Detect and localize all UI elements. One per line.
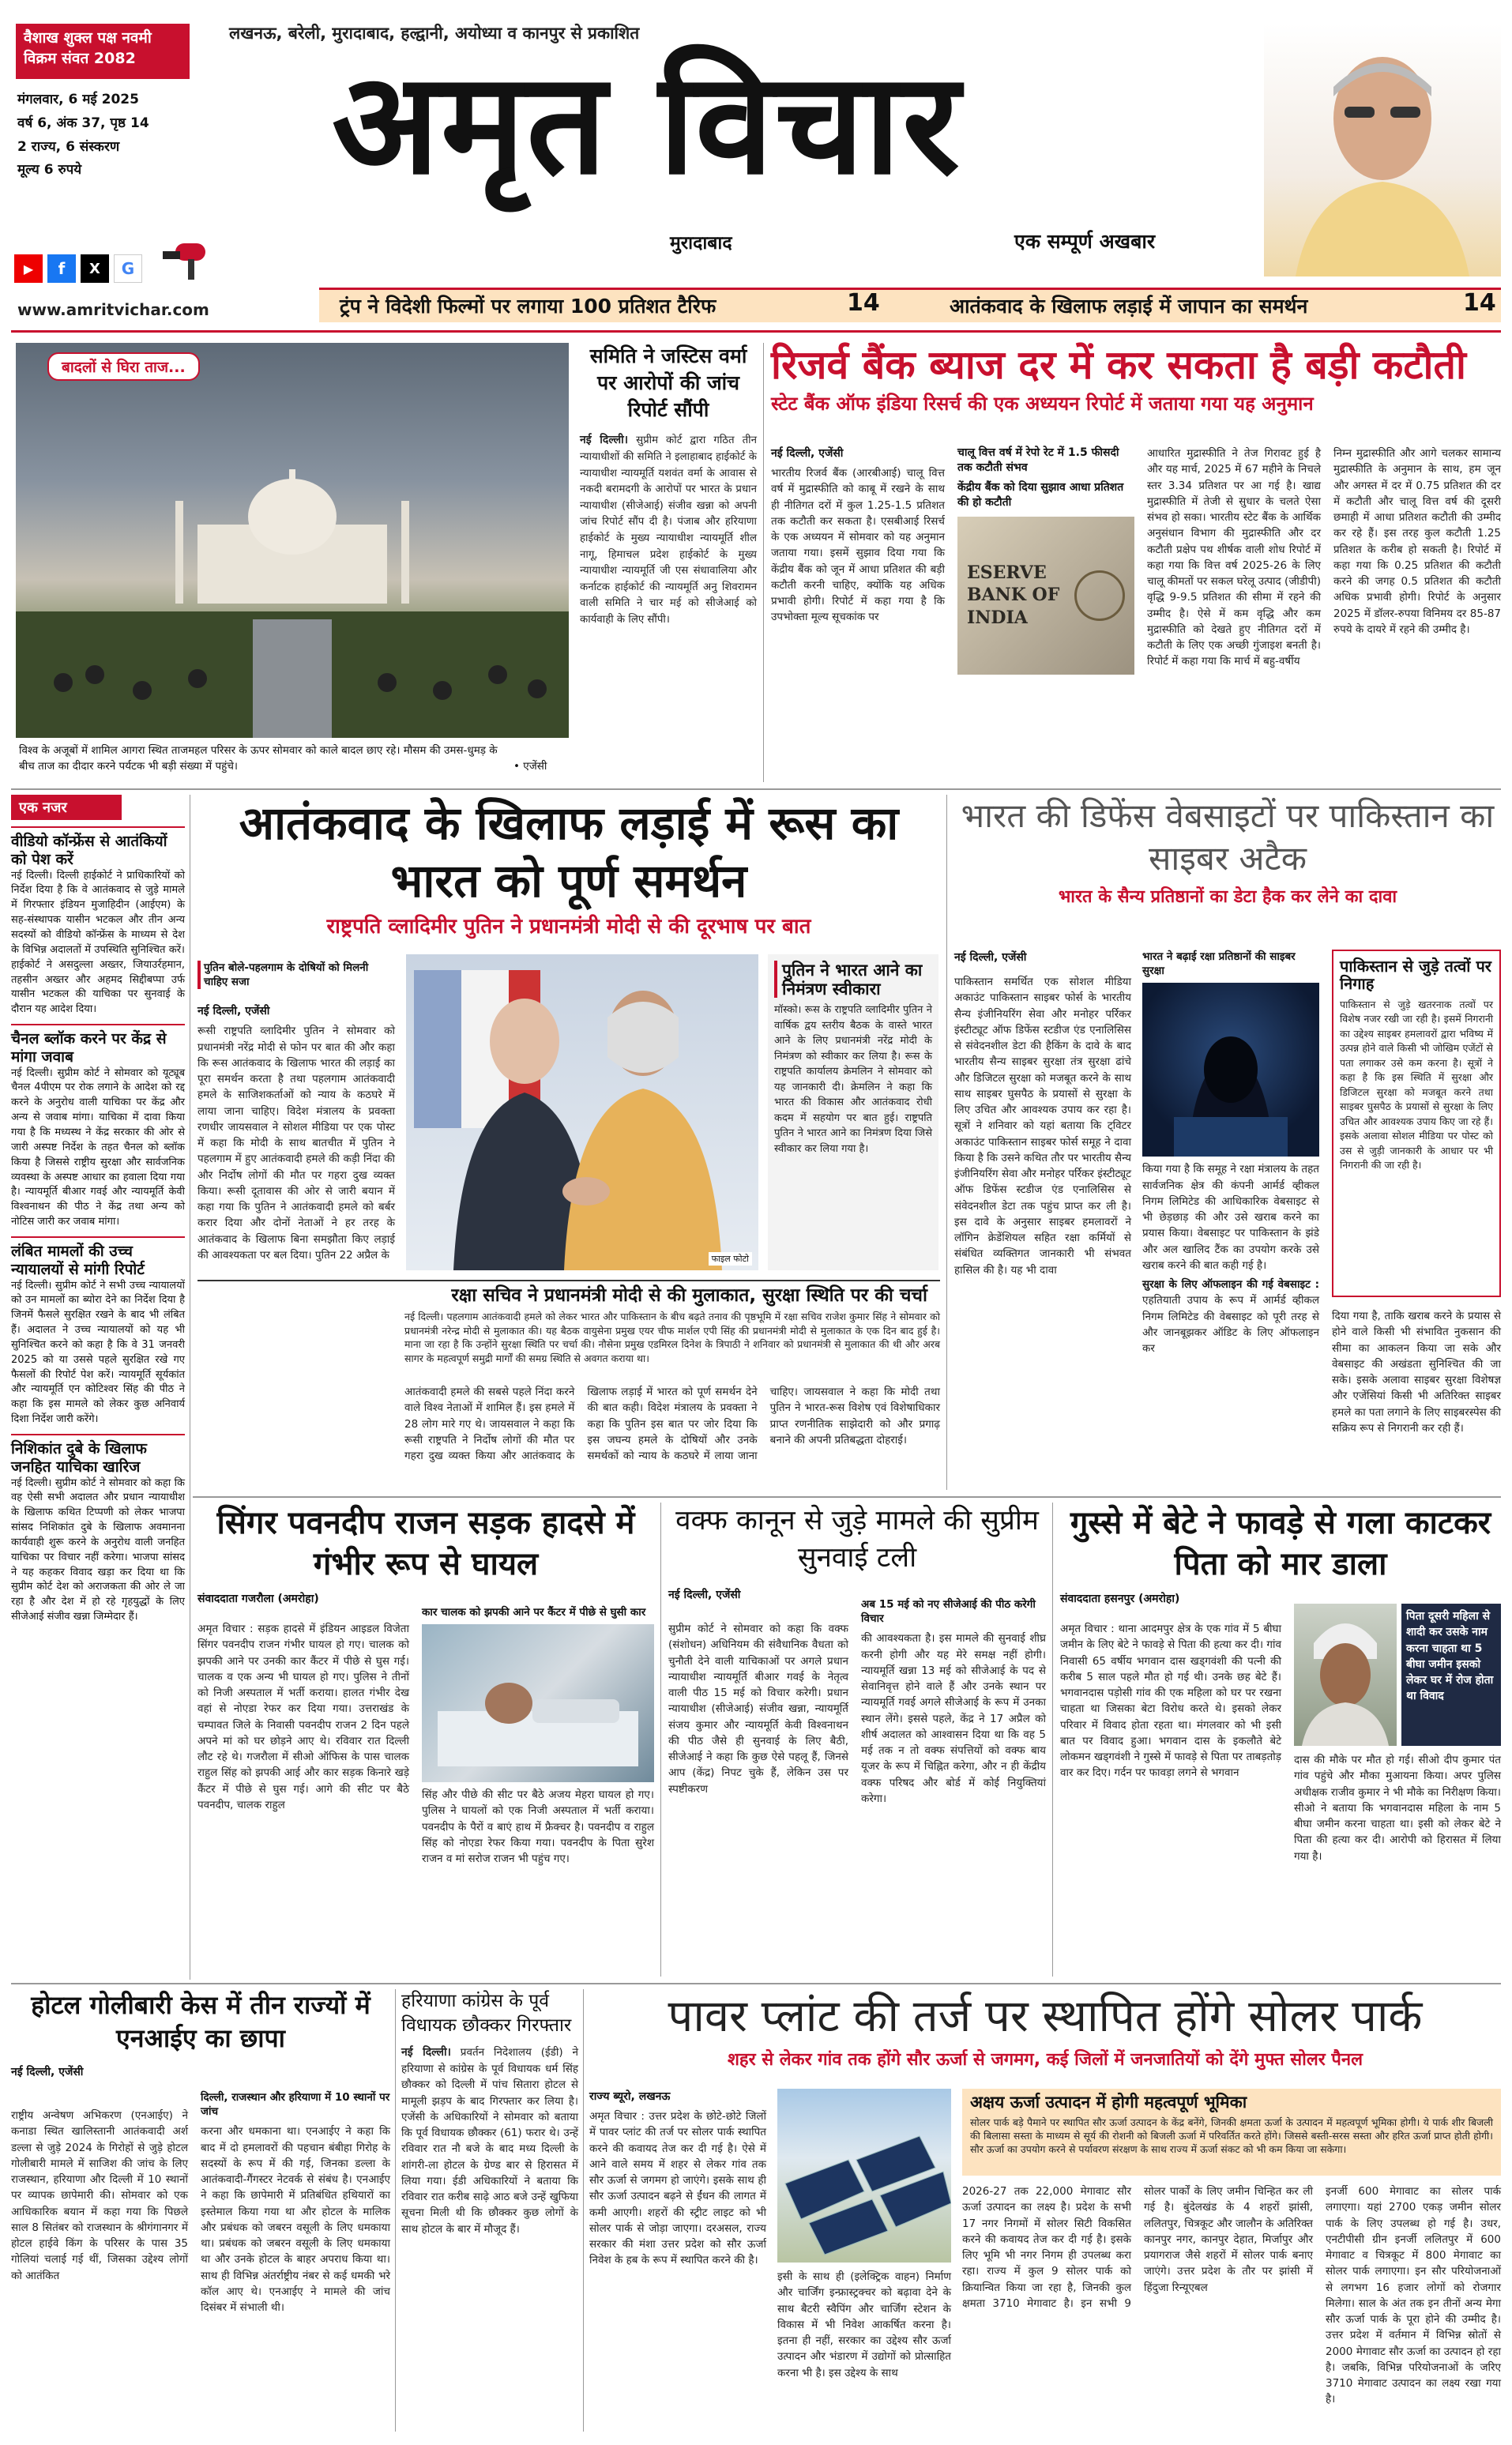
solar-article xyxy=(589,1989,1501,2432)
website[interactable]: www.amritvichar.com xyxy=(17,300,209,319)
hotel-headline[interactable]: होटल गोलीबारी केस में तीन राज्यों में एनआईए का छापा xyxy=(31,1990,370,2053)
singer-body-2: सिंह और पीछे की सीट पर बैठे अजय मेहरा घायल हो गए। पुलिस ने घायलों को एक निजी अस्पताल में भर्ती कराया। पवनदीप के पैरों व बाएं हाथ में फ्रैक्चर है। पवनदीप व राहुल सिंह को नोएडा रेफर किया गया। पवनदीप के पिता सुरेश राजन व मां सरोज राजन भी पहुंच गए। xyxy=(422,1789,654,1866)
solar-body-3: इनर्जी 600 मेगावाट का सोलर पार्क लगाएगा। यहां 2700 एकड़ जमीन सोलर पार्क के लिए उपलब्ध हो गई है। उधर, एनटीपीसी ग्रीन इनर्जी ललितपुर में 600 मेगावाट व चित्रकूट में 800 मेगावाट का सोलर पार्क लगाएगा। इन सौर परियोजनाओं से लगभग 16 हजार लोगों को रोजगार मिलेगा। साल के अंत तक इन तीनों अन्य मेगा सौर ऊर्जा पार्क के पूरा होने की उम्मीद है। उत्तर प्रदेश में वर्तमान में विभिन्न स्रोतों से 2000 मेगावाट सौर ऊर्जा का उत्पादन हो रहा है। जबकि, विभिन्न परियोजनाओं के जरिए 3710 मेगावाट उत्पादन का लक्ष्य रखा गया है। xyxy=(1326,2185,1501,2406)
tagline: एक सम्पूर्ण अखबार xyxy=(1014,230,1156,253)
ek-nazar-item-2-body: नई दिल्ली। सुप्रीम कोर्ट ने सोमवार को यूट्यूब चैनल 4पीएम पर रोक लगाने के आदेश को रद्द करने के अनुरोध वाली याचिका पर केंद्र और अन्य से जवाब मांगा। याचिका में दावा किया गया है कि मध्यस्थ ने केंद्र सरकार की ओर से जारी अस्पष्ट निर्देश के तहत चैनल को ब्लॉक किया है जिससे राष्ट्रीय सुरक्षा और सार्वजनिक व्यवस्था के अस्पष्ट आधार का हवाला दिया गया है। न्यायमूर्ति बीआर गवई और न्यायमूर्ति केवी विश्वनाथन की पीठ ने केंद्र तथा अन्य को नोटिस जारी कर जवाब मांगा। xyxy=(11,1066,185,1228)
x-icon[interactable]: X xyxy=(81,254,109,283)
murder-headline[interactable]: गुस्से में बेटे ने फावड़े से गला काटकर पिता को मार डाला xyxy=(1070,1505,1491,1582)
waqf-body-1: सुप्रीम कोर्ट ने सोमवार को कहा कि वक्फ (संशोधन) अधिनियम की संवैधानिक वैधता को चुनौती देने वाली याचिकाओं पर अगले प्रधान न्यायाधीश न्यायमूर्ति बीआर गवई के नेतृत्व वाली पीठ 15 मई को विचार करेगी। प्रधान न्यायाधीश (सीजेआई) संजीव खन्ना, न्यायमूर्ति संजय कुमार और न्यायमूर्ति केवी विश्वनाथन की पीठ जैसे ही सुनवाई के लिए बैठी, सीजेआई ने कहा कि कुछ ऐसे पहलू हैं, जिनसे आप (केंद्र) निपट चुके हैं, लेकिन उस पर स्पष्टीकरण xyxy=(668,1623,848,1796)
teaser-1-page: 14 xyxy=(847,289,880,317)
panchang-line1: वैशाख शुक्ल पक्ष नवमी xyxy=(24,29,152,47)
pakistan-watch-title[interactable]: पाकिस्तान से जुड़े तत्वों पर निगाह xyxy=(1340,957,1491,994)
waqf-body-2: की आवश्यकता है। इस मामले की सुनवाई शीघ्र करनी होगी और यह मेरे समक्ष नहीं होगी। न्यायमूर्ति खन्ना 13 मई को सीजेआई के पद से सेवानिवृत्त होने वाले हैं और उनके स्थान पर न्यायमूर्ति गवई अगले सीजेआई के रूप में उनका स्थान लेंगे। इससे पहले, केंद्र ने 17 अप्रैल को शीर्ष अदालत को आश्वासन दिया था कि वह 5 मई तक न तो वक्फ संपत्तियों को वक्फ बाय यूजर के रूप में चिह्नित करेगा, और न ही केंद्रीय वक्फ परिषद और बोर्ड में कोई नियुक्तियां करेगा। xyxy=(861,1632,1046,1805)
teaser-2[interactable]: आतंकवाद के खिलाफ लड़ाई में जापान का समर्थन xyxy=(950,295,1308,318)
cyber-body-2: किया गया है कि समूह ने रक्षा मंत्रालय के तहत सार्वजनिक क्षेत्र की कंपनी आर्मर्ड व्हीकल निगम लिमिटेड की आधिकारिक वेबसाइट से भी छेड़छाड़ की और उसे खराब करने का प्रयास किया। वेबसाइट पर पाकिस्तान के झंडे और अल खालिद टैंक का उपयोग करके उसे खराब करने की बात कही गई है। xyxy=(1142,1163,1319,1272)
defence-secretary-title[interactable]: रक्षा सचिव ने प्रधानमंत्री मोदी से की मुलाकात, सुरक्षा स्थिति पर की चर्चा xyxy=(451,1285,927,1306)
waqf-bullet: अब 15 मई को नए सीजेआई की पीठ करेगी विचार xyxy=(861,1598,1036,1626)
hotel-dateline: नई दिल्ली, एजेंसी xyxy=(11,2066,84,2079)
masthead-header xyxy=(0,0,1512,324)
waqf-dateline: नई दिल्ली, एजेंसी xyxy=(668,1588,741,1601)
murder-info-text: पिता दूसरी महिला से शादी कर उसके नाम करना चाहता था 5 बीघा जमीन इसको लेकर घर में रोज होता था विवाद xyxy=(1406,1610,1494,1703)
rbi-dateline: नई दिल्ली, एजेंसी xyxy=(771,447,844,460)
russia-article xyxy=(197,795,940,1490)
hotel-body-1: राष्ट्रीय अन्वेषण अभिकरण (एनआईए) ने कनाडा स्थित खालिस्तानी आतंकवादी अर्श डल्ला से जुड़े 2024 के गिरोहों से जुड़े होटल गोलीबारी मामले में साजिश की जांच के लिए राजस्थान, हरियाणा और दिल्ली में 10 स्थानों पर व्यापक छापेमारी की। सोमवार को एक आधिकारिक बयान में कहा गया कि पिछले साल 8 सितंबर को राजस्थान के श्रीगंगानगर में होटल हाईवे किंग के परिसर के पास 35 गोलियां चलाई गई थीं, जिसका उद्देश्य लोगों को आतंकित xyxy=(11,2109,188,2282)
cyber-headline[interactable]: भारत की डिफेंस वेबसाइटों पर पाकिस्तान का साइबर अटैक xyxy=(961,796,1495,878)
murder-info-box xyxy=(1401,1604,1501,1746)
teaser-1[interactable]: ट्रंप ने विदेशी फिल्मों पर लगाया 100 प्रतिशत टैरिफ xyxy=(340,295,717,318)
ek-nazar-item-1-headline[interactable]: वीडियो कॉन्फ्रेंस से आतंकियों को पेश करें xyxy=(11,826,185,869)
rbi-body-2: आधारित मुद्रास्फीति ने तेज गिरावट हुई है और यह मार्च, 2025 में 67 महीने के निचले स्तर 3.34 प्रतिशत पर आ गई है। खाद्य मुद्रास्फीति में तेजी से सुधार के चलते ऐसा संभव हो सका। भारतीय स्टेट बैंक के आर्थिक अनुसंधान विभाग की मुद्रास्फीति और दर कटौती प्रक्षेप पथ शीर्षक वाली शोध रिपोर्ट में कहा गया कि वित्त वर्ष 2025-26 के लिए चालू कीमतों पर सकल घरेलू उत्पाद (जीडीपी) वृद्धि 9-9.5 प्रतिशत की सीमा में रहने की उम्मीद है। ऐसे में कम वृद्धि और कम मुद्रास्फीति को देखते हुए नीतिगत दरों में कटौती के लिए एक अच्छी गुंजाइश बनती है। रिपोर्ट में कहा गया कि मार्च में बहु-वर्षीय xyxy=(1147,447,1321,668)
defence-secretary-box xyxy=(197,1280,940,1366)
facebook-icon[interactable]: f xyxy=(47,254,76,283)
rbi-subhead: स्टेट बैंक ऑफ इंडिया रिसर्च की एक अध्ययन रिपोर्ट में जताया गया यह अनुमान xyxy=(771,393,1314,415)
pakistan-watch-box xyxy=(1332,950,1501,1297)
renewable-box xyxy=(962,2089,1501,2176)
cyber-offline-body: एहतियाती उपाय के रूप में आर्मर्ड व्हीकल निगम लिमिटेड की वेबसाइट को पूरी तरह से और जानबूझकर ऑडिट के लिए ऑफलाइन कर xyxy=(1142,1294,1319,1356)
hotel-article xyxy=(11,1989,390,2432)
panchang-box xyxy=(16,24,190,79)
murder-article xyxy=(1060,1503,1501,1977)
google-icon[interactable]: G xyxy=(114,254,142,283)
singer-hospital-photo xyxy=(422,1624,654,1782)
issue-info xyxy=(17,88,199,182)
photo-credit: फाइल फोटो xyxy=(709,1252,752,1266)
issue-price: मूल्य 6 रुपये xyxy=(17,162,82,179)
justice-body: सुप्रीम कोर्ट द्वारा गठित तीन न्यायाधीशों की समिति ने इलाहाबाद हाईकोर्ट के न्यायाधीश न्यायमूर्ति यशवंत वर्मा के आवास से नकदी बरामदगी के आरोपों पर भारत के प्रधान न्यायाधीश (सीजेआई) संजीव खन्ना को अपनी जांच रिपोर्ट सौंप दी है। पंजाब और हरियाणा हाईकोर्ट के मुख्य न्यायाधीश न्यायमूर्ति शील नागू, हिमाचल प्रदेश हाईकोर्ट के मुख्य न्यायाधीश न्यायमूर्ति जी एस संधावालिया और कर्नाटक हाईकोर्ट की न्यायमूर्ति अनु शिवरामन वाली समिति ने चार मई को सीजेआई को कार्यवाही के लिए सौंपी। xyxy=(580,434,757,626)
cyber-body-1: पाकिस्तान समर्थित एक सोशल मीडिया अकाउंट पाकिस्तान साइबर फोर्स के भारतीय सैन्य इंजीनियरिंग सेवा और मनोहर पर्रिकर इंस्टीट्यूट ऑफ डिफेंस स्टडीज एंड एनालिसिस से संवेदनशील डेटा की हैकिंग के दावे के बाद भारतीय सैन्य साइबर सुरक्षा तंत्र सुरक्षा ढांचे और डिजिटल सुरक्षा को मजबूत करने के साथ साथ साइबर घुसपैठ के प्रयासों से सुरक्षा के लिए उचित और आवश्यक उपाय कर रहा है। सूत्रों ने शनिवार को यहां बताया कि ट्विटर अकाउंट पाकिस्तान साइबर फोर्स समूह ने दावा किया है कि उसने कथित तौर पर भारतीय सैन्य इंजीनियरिंग सेवा और मनोहर पर्रिकर इंस्टीट्यूट ऑफ डिफेंस स्टडीज एंड एनालिसिस से संवेदनशील डेटा तक पहुंच प्राप्त कर ली है। इस दावे के अनुसार साइबर हमलावरों ने लॉगिन क्रेडेंशियल सहित रक्षा कर्मियों से संबंधित व्यक्तिगत जानकारी भी संभवत हासिल की है। यह भी दावा xyxy=(954,976,1131,1277)
russia-bullet: पुतिन बोले-पहलगाम के दोषियों को मिलनी चाहिए सजा xyxy=(197,961,395,989)
rbi-body-3: निम्न मुद्रास्फीति और आगे चलकर सामान्य मुद्रास्फीति के अनुमान के साथ, हम जून और अगस्त में दर में 0.75 प्रतिशत की दर में कटौती और चालू वित्त वर्ष की दूसरी छमाही में आधा प्रतिशत कटौती की उम्मीद कर रहे हैं। इस तरह कुल कटौती 1.25 प्रतिशत के करीब हो सकती है। रिपोर्ट में कहा गया कि 0.25 प्रतिशत की कटौती करने की जगह 0.5 प्रतिशत की कटौती अधिक प्रभावी होगी। रिपोर्ट के अनुसार 2025 में डॉलर-रुपया विनिमय दर 85-87 रुपये के दायरे में रहने की उम्मीद है। xyxy=(1333,447,1501,636)
renewable-box-body: सोलर पार्क बड़े पैमाने पर स्थापित सौर ऊर्जा उत्पादन के केंद्र बनेंगे, जिनकी क्षमता ऊर्जा के उत्पादन में महत्वपूर्ण भूमिका होगी। ये पार्क शीर बिजली की बिलासा सस्ता के माध्यम से सूर्य की रोशनी को बिजली ऊर्जा में परिवर्तित करते होंगे। जिससे बस्ती-सरस सस्ता और हरित ऊर्जा प्राप्त होती होगी। सौर ऊर्जा का उपयोग करने से पर्यावरण संरक्षण के साथ राज्य में ऊर्जा संकट को भी कम किया जा सकेगा। xyxy=(970,2116,1493,2156)
taj-credit: • एजेंसी xyxy=(513,760,547,773)
russia-headline[interactable]: आतंकवाद के खिलाफ लड़ाई में रूस का भारत को पूर्ण समर्थन xyxy=(239,796,899,908)
solar-panel-photo xyxy=(777,2089,951,2263)
ek-nazar-item-4-headline[interactable]: निशिकांत दुबे के खिलाफ जनहित याचिका खारिज xyxy=(11,1434,185,1476)
cities-line: लखनऊ, बरेली, मुरादाबाद, हल्द्वानी, अयोध्या व कानपुर से प्रकाशित xyxy=(229,24,640,43)
cyber-subhead: भारत के सैन्य प्रतिष्ठानों का डेटा हैक कर लेने का दावा xyxy=(1058,886,1397,907)
divider-v5 xyxy=(1052,1503,1053,1977)
hotel-body-2: करना और धमकाना था। एनआईए ने कहा कि बाद में दो हमलावरों की पहचान बंबीहा गिरोह के सदस्यों के रूप में की गई, जिनका डल्ला के आतंकवादी-गैंगस्टर नेटवर्क से संबंध है। एनआईए ने कहा कि छापेमारी में प्रतिबंधित हथियारों का इस्तेमाल किया गया था और होटल के मालिक और प्रबंधक को जबरन वसूली के लिए धमकाया था। प्रबंधक को जबरन वसूली के लिए धमकाया था और उनके होटल के बाहर अपराध किया था। साथ ही विभिन्न अंतर्राष्ट्रीय नंबर से कई धमकी भरे कॉल आए थे। एनआईए ने मामले की जांच दिसंबर में संभाली थी। xyxy=(201,2125,390,2315)
ek-nazar-item-3-headline[interactable]: लंबित मामलों की उच्च न्यायालयों से मांगी रिपोर्ट xyxy=(11,1236,185,1279)
taj-caption: विश्व के अजूबों में शामिल आगरा स्थित ताजमहल परिसर के ऊपर सोमवार को काले बादल छाए रहे। मौसम की उमस-धुमड़ के बीच ताज का दीदार करने पर्यटक भी बड़ी संख्या में पहुंचे। xyxy=(19,744,498,773)
murder-body-1: अमृत विचार : थाना आदमपुर क्षेत्र के एक गांव में 5 बीघा जमीन के लिए बेटे ने फावड़े से पिता की हत्या कर दी। गांव निवासी 65 वर्षीय भगवान दास खड्गवंशी की पत्नी की करीब 5 साल पहले मौत हो गई थी। उनके छह बेटे हैं। भगवानदास पड़ोसी गांव की एक महिला को घर पर रखना चाहता था जिसका बेटा विरोध करते थे। इसको लेकर परिवार में विवाद होता रहता था। मंगलवार को भी इसी बात पर विवाद हुआ। भगवान दास के इकलौते बेटे लोकमन खड्गवंशी ने गुस्से में फावड़े से पिता पर ताबड़तोड़ वार कर दिए। गर्दन पर फावड़ा लगने से भगवान xyxy=(1060,1623,1281,1780)
minister-photo xyxy=(1264,24,1501,276)
teaser-2-page: 14 xyxy=(1463,289,1496,317)
justice-headline[interactable]: समिति ने जस्टिस वर्मा पर आरोपों की जांच रिपोर्ट सौंपी xyxy=(589,344,747,421)
cyber-dateline: नई दिल्ली, एजेंसी xyxy=(954,951,1027,964)
putin-invite-body: मॉस्को। रूस के राष्ट्रपति व्लादिमीर पुतिन ने वार्षिक द्वय स्तरीय बैठक के वास्ते भारत आने के लिए प्रधानमंत्री नरेंद्र मोदी के निमंत्रण को स्वीकार कर लिया है। रूस के राष्ट्रपति कार्यालय क्रेमलिन ने सोमवार को यह जानकारी दी। क्रेमलिन ने कहा कि भारत की विकास और आतंकवाद रोधी कदम में सहयोग पर बात हुई। राष्ट्रपति पुतिन ने भारत आने का निमंत्रण दिया जिसे स्वीकार कर लिया गया है। xyxy=(774,1004,932,1155)
solar-subhead: शहर से लेकर गांव तक होंगे सौर ऊर्जा से जगमग, कई जिलों में जनजातियों को देंगे मुफ्त सोलर पैनल xyxy=(727,2050,1363,2070)
panchang-line2: विक्रम संवत 2082 xyxy=(24,49,136,67)
russia-dateline: नई दिल्ली, एजेंसी xyxy=(197,1005,270,1018)
haryana-headline[interactable]: हरियाणा कांग्रेस के पूर्व विधायक छौक्कर गिरफ्तार xyxy=(401,1991,572,2037)
russia-body-1: रूसी राष्ट्रपति व्लादिमीर पुतिन ने सोमवार को प्रधानमंत्री नरेंद्र मोदी से फोन पर बात की और कहा कि रूस आतंकवाद के खिलाफ भारत की लड़ाई का पूरा समर्थन करता है तथा पहलगाम आतंकवादी हमले के साजिशकर्ताओं को न्याय के कठघरे में लाया जाना चाहिए। विदेश मंत्रालय के प्रवक्ता रणधीर जायसवाल ने सोशल मीडिया पर एक पोस्ट में कहा कि मोदी के साथ बातचीत में पुतिन ने पहलगाम में हुए आतंकवादी हमले की कड़ी निंदा की और निर्दोष लोगों की मौत पर गहरा दुख व्यक्त किया। रूसी दूतावास की ओर से जारी बयान में कहा गया कि पुतिन ने आतंकवादी हमले को बर्बर करार दिया और दोनों नेताओं ने हर तरह के आतंकवाद के खिलाफ बिना समझौता किए लड़ाई की आवश्यकता पर बल दिया। पुतिन 22 अप्रैल के xyxy=(197,1025,395,1262)
hacker-photo xyxy=(1142,983,1319,1157)
renewable-box-title[interactable]: अक्षय ऊर्जा उत्पादन में होगी महत्वपूर्ण भूमिका xyxy=(970,2093,1247,2112)
youtube-icon[interactable]: ▶ xyxy=(14,254,43,283)
putin-invite-title[interactable]: पुतिन ने भारत आने का निमंत्रण स्वीकारा xyxy=(774,961,932,998)
divider-v7 xyxy=(583,1989,584,2432)
issue-editions: 2 राज्य, 6 संस्करण xyxy=(17,138,120,155)
ek-nazar-item-2-headline[interactable]: चैनल ब्लॉक करने पर केंद्र से मांगा जवाब xyxy=(11,1024,185,1066)
edition-city: मुरादाबाद xyxy=(670,233,732,254)
divider-v1 xyxy=(763,343,764,782)
taj-photo xyxy=(16,343,569,738)
waqf-article xyxy=(668,1503,1046,1977)
solar-body-2: 2026-27 तक 22,000 मेगावाट सौर ऊर्जा उत्पादन का लक्ष्य है। प्रदेश के सभी 17 नगर निगमों में सोलर सिटी विकसित करने की कवायद तेज कर दी गई है। इसके लिए भूमि भी नगर निगम ही उपलब्ध करा रहा। राज्य में कुल 9 सोलर पार्क को क्रियान्वित किया जा रहा है, जिनकी कुल क्षमता 3710 मेगावाट है। इन सभी 9 सोलर पार्कों के लिए जमीन चिन्हित कर ली गई है। बुंदेलखंड के 4 शहरों झांसी, ललितपुर, चित्रकूट और जालौन के अतिरिक्त कानपुर नगर, कानपुर देहात, मिर्जापुर और प्रयागराज जैसे शहरों में सोलर पार्क बनाए जाएंगे। उत्तर प्रदेश के तौर पर झांसी में हिंदुजा रिन्यूएबल xyxy=(962,2185,1313,2310)
singer-article xyxy=(197,1503,654,1977)
putin-modi-photo xyxy=(406,954,758,1270)
social-icons xyxy=(14,254,142,283)
waqf-headline[interactable]: वक्फ कानून से जुड़े मामले की सुप्रीम सुनवाई टली xyxy=(675,1505,1039,1574)
rbi-body-1: भारतीय रिजर्व बैंक (आरबीआई) चालू वित्त वर्ष में मुद्रास्फीति को काबू में रखने के साथ ही नीतिगत दरों में कुल 1.25-1.5 प्रतिशत तक कटौती कर सकता है। एसबीआई रिसर्च के एक अध्ययन में सोमवार को यह अनुमान जताया गया। इसमें सुझाव दिया गया कि केंद्रीय बैंक को जून में आधा प्रतिशत की बड़ी कटौती करनी चाहिए, क्योंकि यह अधिक प्रभावी होगी। रिपोर्ट में कहा गया है कि उपभोक्ता मूल्य सूचकांक पर xyxy=(771,467,945,624)
singer-headline[interactable]: सिंगर पवनदीप राजन सड़क हादसे में गंभीर रूप से घायल xyxy=(216,1505,635,1582)
cyber-offline-para xyxy=(1142,1277,1319,1356)
taj-label: बादलों से घिरा ताज... xyxy=(47,352,200,381)
divider-v3 xyxy=(946,795,947,1490)
rbi-photo-text: ESERVE BANK OF INDIA xyxy=(967,562,1060,628)
ek-nazar-item-3-body: नई दिल्ली। सुप्रीम कोर्ट ने सभी उच्च न्यायालयों को उन मामलों का ब्योरा देने का निर्देश दिया है जिनमें फैसले सुरक्षित रखने के बाद भी लंबित हैं। अदालत ने उच्च न्यायालयों को यह भी सुनिश्चित करने को कहा है कि वे 31 जनवरी 2025 को या उससे पहले सुरक्षित रखे गए फैसलों की रिपोर्ट पेश करें। न्यायमूर्ति सूर्यकांत और न्यायमूर्ति एन कोटिश्वर सिंह की पीठ ने कहा कि इस मामले को लेकर कुछ अनिवार्य दिशा निर्देश जारी करेंगे। xyxy=(11,1279,185,1426)
solar-headline[interactable]: पावर प्लांट की तर्ज पर स्थापित होंगे सोलर पार्क xyxy=(668,1991,1423,2042)
murder-dateline: संवाददाता हसनपुर (अमरोहा) xyxy=(1060,1593,1180,1605)
cyber-article xyxy=(954,795,1501,1490)
pakistan-watch-body: पाकिस्तान से जुड़े खतरनाक तत्वों पर विशेष नजर रखी जा रही है। इसमें निगरानी का उद्देश्य साइबर हमलावरों द्वारा भविष्य में उत्पन्न होने वाले किसी भी जोखिम एजेंटों से पता लगाकर उसे कम करना है। सूत्रों ने कहा है कि इस स्थिति में सुरक्षा और डिजिटल सुरक्षा को मजबूत करने तथा साइबर घुसपैठ के प्रयासों से सुरक्षा के लिए उचित और आवश्यक उपाय किए जा रहे हैं। इसके अलावा सोशल मीडिया पर पोस्ट को उस से जुड़ी जानकारी के आधार पर भी निगरानी की जा रही है। xyxy=(1340,998,1493,1172)
divider-h2 xyxy=(193,1496,1501,1498)
justice-dateline: नई दिल्ली। xyxy=(580,434,629,447)
ek-nazar-sidebar xyxy=(11,795,185,1980)
ek-nazar-item-4-body: नई दिल्ली। सुप्रीम कोर्ट ने सोमवार को कहा कि वह ऐसी सभी अदालत और प्रधान न्यायाधीश के खिलाफ कथित टिप्पणी को लेकर भाजपा सांसद निशिकांत दुबे के खिलाफ अवमानना कार्यवाही शुरू करने के अनुरोध वाली जनहित याचिका पर विचार नहीं करेगा। भाजपा सांसद ने यह कहकर विवाद खड़ा कर दिया था कि सुप्रीम कोर्ट देश को अराजकता की ओर ले जा रहा है और देश में हो रहे गृहयुद्धों के लिए सीजेआई संजीव खन्ना जिम्मेदार हैं। xyxy=(11,1476,185,1623)
masthead-title: अमृत विचार xyxy=(332,40,961,205)
divider-h1 xyxy=(11,788,1501,790)
cyber-body-3: दिया गया है, ताकि खराब करने के प्रयास से होने वाले किसी भी संभावित नुकसान की सीमा का आकलन किया जा सके और वेबसाइट की अखंडता सुनिश्चित की जा सके। इसके अलावा साइबर सुरक्षा विशेषज्ञ और एजेंसियां किसी भी अतिरिक्त साइबर हमले का पता लगाने के लिए साइबरस्पेस की सक्रिय रूप से निगरानी कर रही हैं। xyxy=(1332,1310,1501,1435)
solar-photo-caption: इसी के साथ ही (इलेक्ट्रिक वाहन) निर्माण और चार्जिंग इन्फ्रास्ट्रक्चर को बढ़ावा देने के साथ बैटरी स्वैपिंग और चार्जिंग स्टेशन के विकास में भी निवेश आकर्षित करना है। इतना ही नहीं, सरकार का उद्देश्य सौर ऊर्जा उत्पादन और भंडारण में उद्योगों को प्रोत्साहित करना भी है। इस उद्देश्य के साथ xyxy=(777,2270,951,2379)
issue-date: मंगलवार, 6 मई 2025 xyxy=(17,92,139,107)
ek-nazar-item-1-body: नई दिल्ली। दिल्ली हाईकोर्ट ने प्राधिकारियों को निर्देश दिया है कि वे आतंकवाद से जुड़े मामले में गिरफ्तार इंडियन मुजाहिदीन (आईएम) के सह-संस्थापक यासीन भटकल और तीन अन्य सदस्यों को वीडियो कॉन्फ्रेंस के माध्यम से देश के विभिन्न अदालतों में उपस्थिति सुनिश्चित करें। हाईकोर्ट ने असदुल्ला अख्तर, जियाउर्रहमान, तहसीन अख्तर और अहमद सिद्दीबप्पा उर्फ यासीन भटकल की याचिका पर सुनवाई के दौरान यह आदेश दिया। xyxy=(11,869,185,1016)
defence-secretary-body: नई दिल्ली। पहलगाम आतंकवादी हमले को लेकर भारत और पाकिस्तान के बीच बढ़ते तनाव की पृष्ठभूमि में रक्षा सचिव राजेश कुमार सिंह ने सोमवार को प्रधानमंत्री नरेन्द्र मोदी से मुलाकात की। यह बैठक वायुसेना प्रमुख एयर चीफ मार्शल एपी सिंह की प्रधानमंत्री मोदी से मुलाकात के एक दिन बाद हुई है। माना जा रहा है कि उन्होंने सुरक्षा स्थिति पर चर्चा की। नौसेना प्रमुख एडमिरल दिनेश के त्रिपाठी ने शनिवार को प्रधानमंत्री से मुलाकात की थी और अरब सागर के महत्वपूर्ण समुद्री मार्गों की समग्र स्थिति से अवगत कराया था। xyxy=(404,1310,940,1364)
solar-dateline: राज्य ब्यूरो, लखनऊ xyxy=(589,2090,671,2103)
header-rule xyxy=(11,330,1501,333)
singer-body-1: अमृत विचार : सड़क हादसे में इंडियन आइडल विजेता सिंगर पवनदीप राजन गंभीर घायल हो गए। चालक को झपकी आने पर उनकी कार कैंटर में पीछे से घुस गई। चालक व एक अन्य भी घायल हो गए। पुलिस ने तीनों को निजी अस्पताल में भर्ती कराया। हालत गंभीर देख वहां से नोएडा रेफर कर दिया गया। उत्तराखंड के चम्पावत जिले के निवासी पवनदीप राजन 2 दिन पहले अपने मां को घर छोड़ने आए थे। रविवार रात दिल्ली लौट रहे थे। गजरौला में सीओ ऑफिस के पास चालक राहुल सिंह को झपकी आई और कार सड़क किनारे खड़े कैंटर में पीछे से घुस गई। आगे की सीट पर बैठे पवनदीप, चालक राहुल xyxy=(197,1623,409,1811)
cyber-bullet: भारत ने बढ़ाई रक्षा प्रतिष्ठानों की साइबर सुरक्षा xyxy=(1142,950,1296,978)
rbi-photo xyxy=(957,517,1134,675)
rbi-seal-icon xyxy=(1074,570,1125,621)
rbi-bullet-1: चालू वित्त वर्ष में रेपो रेट में 1.5 फीसदी तक कटौती संभव xyxy=(957,446,1119,474)
divider-v4 xyxy=(660,1503,661,1977)
rbi-article xyxy=(771,343,1501,782)
cyber-offline-title: सुरक्षा के लिए ऑफलाइन की गई वेबसाइट : xyxy=(1142,1278,1319,1292)
rbi-headline[interactable]: रिजर्व बैंक ब्याज दर में कर सकता है बड़ी कटौती xyxy=(771,341,1466,388)
haryana-dateline: नई दिल्ली। xyxy=(401,2046,451,2059)
divider-v6 xyxy=(395,1989,396,2432)
singer-dateline: संवाददाता गजरौला (अमरोहा) xyxy=(197,1593,319,1605)
victim-photo xyxy=(1294,1604,1397,1746)
rbi-bullet-2: केंद्रीय बैंक को दिया सुझाव आधा प्रतिशत की हो कटौती xyxy=(957,480,1124,509)
justice-article xyxy=(580,343,757,782)
haryana-body: प्रवर्तन निदेशालय (ईडी) ने हरियाणा से कांग्रेस के पूर्व विधायक धर्म सिंह छौक्कर को दिल्ली में पांच सितारा होटल से मामूली झड़प के बाद गिरफ्तार कर लिया है। एजेंसी के अधिकारियों ने सोमवार को बताया कि पूर्व विधायक छौक्कर (61) फरार थे। उन्हें रविवार रात नौ बजे के बाद मध्य दिल्ली के शांगरी-ला होटल के ग्रेण्ड बार से हिरासत में लिया गया। ईडी अधिकारियों ने बताया कि रविवार रात करीब साढ़े आठ बजे उन्हें खुफिया सूचना मिली थी कि छौक्कर कुछ लोगों के साथ होटल के बार में मौजूद हैं। xyxy=(401,2046,578,2236)
divider-h3 xyxy=(11,1983,1501,1984)
haryana-article xyxy=(401,1989,578,2432)
solar-body-1: अमृत विचार : उत्तर प्रदेश के छोटे-छोटे जिलों में पावर प्लांट की तर्ज पर सोलर पार्क स्थापित करने की कवायद तेज कर दी गई है। ऐसे में आने वाले समय में शहर से लेकर गांव तक सौर ऊर्जा से जगमग हो जाएंगे। इसके साथ ही सौर ऊर्जा उत्पादन बढ़ने से ईंधन की लागत में कमी आएगी। शहरों की स्ट्रीट लाइट को भी सोलर पार्क से जोड़ा जाएगा। दरअसल, राज्य सरकार की मंशा उत्तर प्रदेश को सौर ऊर्जा निवेश के हब के रूप में स्थापित करने की है। xyxy=(589,2110,766,2267)
hotel-bullet: दिल्ली, राजस्थान और हरियाणा में 10 स्थानों पर जांच xyxy=(201,2091,390,2119)
ek-nazar-label: एक नजर xyxy=(11,795,122,820)
russia-body-2: आतंकवादी हमले की सबसे पहले निंदा करने वाले विश्व नेताओं में शामिल हैं। इस हमले में 28 लोग मारे गए थे। जायसवाल ने कहा कि रूसी राष्ट्रपति ने निर्दोष लोगों की मौत पर गहरा दुख व्यक्त किया और आतंकवाद के खिलाफ लड़ाई में भारत को पूर्ण समर्थन देने की बात कही। विदेश मंत्रालय के प्रवक्ता ने कहा कि पुतिन इस बात पर जोर दिया कि इस जघन्य हमले के दोषियों और उनके समर्थकों को न्याय के कठघरे में लाया जाना चाहिए। जायसवाल ने कहा कि मोदी तथा पुतिन ने भारत-रूस विशेष एवं विशेषाधिकार प्राप्त रणनीतिक साझेदारी को और प्रगाढ़ बनाने की अपनी प्रतिबद्धता दोहराई। xyxy=(404,1386,940,1462)
murder-body-2: दास की मौके पर मौत हो गई। सीओ दीप कुमार पंत गांव पहुंचे और मौका मुआयना किया। अपर पुलिस अधीक्षक राजीव कुमार ने भी मौके का निरीक्षण किया। सीओ ने बताया कि भगवानदास महिला के नाम 5 बीघा जमीन करना चाहता था। इसी को लेकर बेटे ने पिता की हत्या कर दी। आरोपी को हिरासत में लिया गया है। xyxy=(1294,1754,1501,1863)
russia-subhead: राष्ट्रपति व्लादिमीर पुतिन ने प्रधानमंत्री मोदी से की दूरभाष पर बात xyxy=(326,915,811,939)
putin-invite-box xyxy=(768,954,938,1270)
issue-volume: वर्ष 6, अंक 37, पृष्ठ 14 xyxy=(17,115,149,131)
microphone-logo-icon xyxy=(155,237,218,286)
singer-bullet: कार चालक को झपकी आने पर कैंटर में पीछे से घुसी कार xyxy=(422,1606,646,1619)
